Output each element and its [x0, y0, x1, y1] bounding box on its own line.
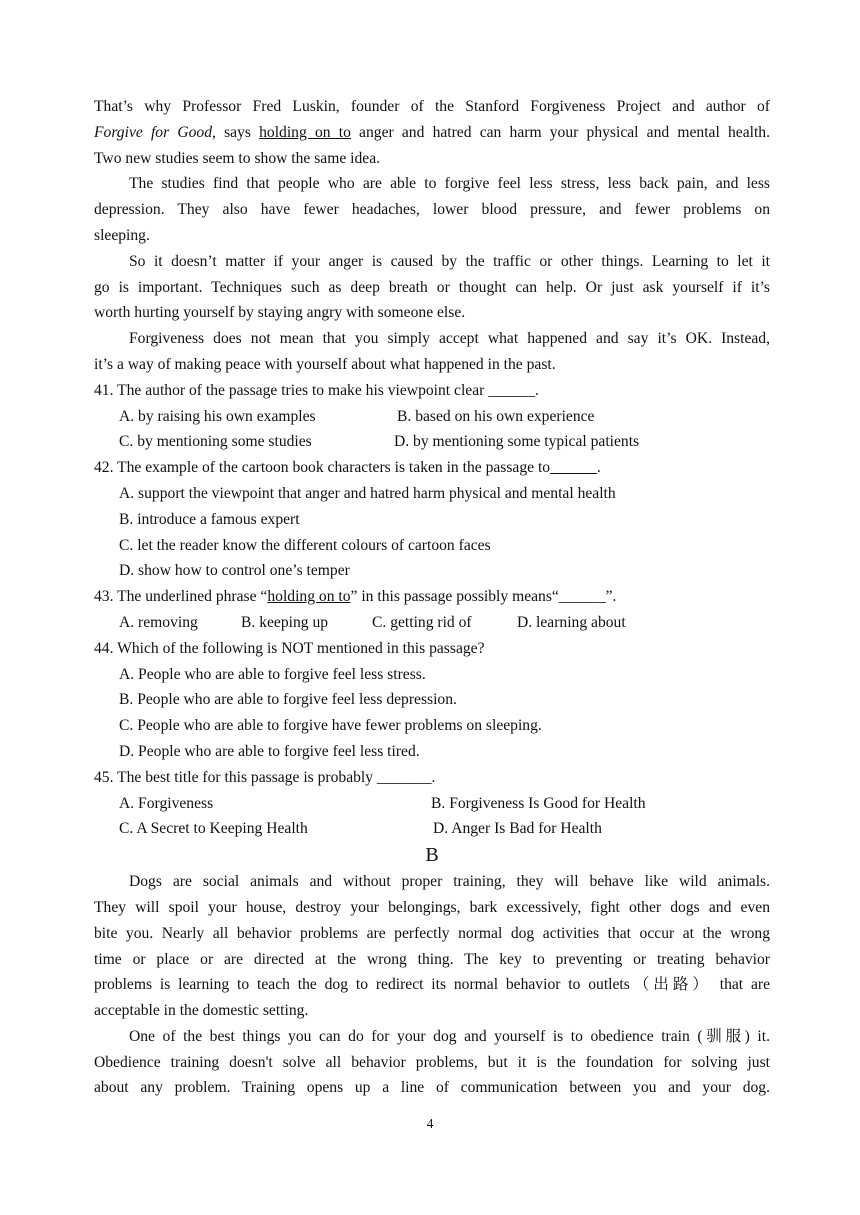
passage-a-p1-line3: Two new studies seem to show the same idea. — [94, 149, 381, 167]
passage-b-p1-line2: They will spoil your house, destroy your belongings, bark excessively, fight other dogs and even — [94, 898, 770, 916]
question-44-option-c: C. People who are able to forgive have fewer problems on sleeping. — [119, 717, 542, 735]
passage-a-p2-line2: depression. They also have fewer headaches, lower blood pressure, and fewer problems on — [94, 201, 770, 219]
page-number: 4 — [426, 1116, 434, 1131]
question-42-option-b: B. introduce a famous expert — [119, 510, 300, 528]
option-a: A. Forgiveness — [119, 794, 214, 812]
option-d: D. Anger Is Bad for Health — [433, 820, 602, 838]
question-44-option-a: A. People who are able to forgive feel less stress. — [119, 665, 426, 683]
passage-b-p1-line5: problems is learning to teach the dog to redirect its normal behavior to outlets（出路） that are — [94, 976, 770, 994]
underlined-phrase: holding on to — [259, 123, 351, 141]
book-title: Forgive for Good — [94, 123, 212, 141]
stem-text: 43. The underlined phrase “ — [94, 588, 268, 606]
option-b: B. Forgiveness Is Good for Health — [431, 794, 646, 812]
underlined-phrase: holding on to — [267, 588, 351, 606]
question-42-stem — [94, 455, 770, 481]
question-42-option-a: A. support the viewpoint that anger and hatred harm physical and mental health — [119, 484, 616, 502]
option-b: B. keeping up — [241, 613, 329, 631]
question-42-option-d: D. show how to control one’s temper — [119, 562, 350, 580]
passage-b-p1-line6: acceptable in the domestic setting. — [94, 1002, 309, 1020]
question-45-stem: 45. The best title for this passage is probably _______. — [94, 768, 436, 786]
question-43-options — [94, 610, 770, 636]
stem-text: . — [596, 459, 601, 477]
option-a: A. removing — [119, 613, 198, 631]
passage-a-p3-line1: So it doesn’t matter if your anger is caused by the traffic or other things. Learning to let it — [129, 252, 770, 270]
passage-b-p1-line4: time or place or are directed at the wrong thing. The key to preventing or treating behavior — [94, 950, 770, 968]
question-44-option-d: D. People who are able to forgive feel less tired. — [119, 742, 420, 760]
passage-b-p2-line3: about any problem. Training opens up a line of communication between you and your dog. — [94, 1079, 770, 1097]
answer-blank: ______ — [550, 459, 597, 477]
passage-b-p1-line3: bite you. Nearly all behavior problems are perfectly normal dog activities that occur at the wrong — [94, 924, 770, 942]
question-43-stem — [94, 584, 770, 610]
option-d: D. by mentioning some typical patients — [394, 433, 640, 451]
passage-b-p1-line1: Dogs are social animals and without proper training, they will behave like wild animals. — [129, 873, 770, 891]
passage-a-p4-line2: it’s a way of making peace with yourself about what happened in the past. — [94, 355, 556, 373]
passage-b-p2-line1: One of the best things you can do for your dog and yourself is to obedience train (驯服) it. — [129, 1027, 770, 1045]
question-45-options-row2 — [94, 816, 770, 842]
option-c: C. A Secret to Keeping Health — [119, 820, 308, 838]
passage-a-p4-line1: Forgiveness does not mean that you simply accept what happened and say it’s OK. Instead, — [129, 330, 770, 348]
option-c: C. getting rid of — [372, 613, 472, 631]
stem-text: ” in this passage possibly means“______”. — [350, 588, 617, 606]
question-45-options-row1 — [94, 791, 770, 817]
option-b: B. based on his own experience — [397, 407, 595, 425]
text-fragment: , says — [212, 123, 260, 141]
question-44-option-b: B. People who are able to forgive feel less depression. — [119, 691, 457, 709]
option-d: D. learning about — [517, 613, 626, 631]
passage-a-p2-line3: sleeping. — [94, 226, 150, 244]
question-41-options-row1 — [94, 404, 770, 430]
section-b-heading: B — [425, 844, 439, 867]
question-41-stem: 41. The author of the passage tries to make his viewpoint clear ______. — [94, 381, 539, 399]
option-a: A. by raising his own examples — [119, 407, 316, 425]
stem-text: 42. The example of the cartoon book characters is taken in the passage to — [94, 459, 551, 477]
passage-b-p2-line2: Obedience training doesn't solve all behavior problems, but it is the foundation for solving just — [94, 1053, 770, 1071]
passage-a-p1-line1: That’s why Professor Fred Luskin, founder of the Stanford Forgiveness Project and author of — [94, 98, 770, 115]
option-c: C. by mentioning some studies — [119, 433, 312, 451]
text-fragment: anger and hatred can harm your physical and mental health. — [350, 123, 770, 141]
passage-a-p3-line3: worth hurting yourself by staying angry with someone else. — [94, 304, 466, 322]
passage-a-p2-line1: The studies find that people who are able to forgive feel less stress, less back pain, and less — [129, 175, 770, 193]
question-44-stem: 44. Which of the following is NOT mentioned in this passage? — [94, 639, 485, 657]
page-content — [94, 94, 770, 1101]
passage-a-p1-line2 — [94, 120, 770, 146]
passage-a-p3-line2: go is important. Techniques such as deep breath or thought can help. Or just ask yourself if it’s — [94, 278, 770, 296]
question-42-option-c: C. let the reader know the different colours of cartoon faces — [119, 536, 491, 554]
question-41-options-row2 — [94, 429, 770, 455]
